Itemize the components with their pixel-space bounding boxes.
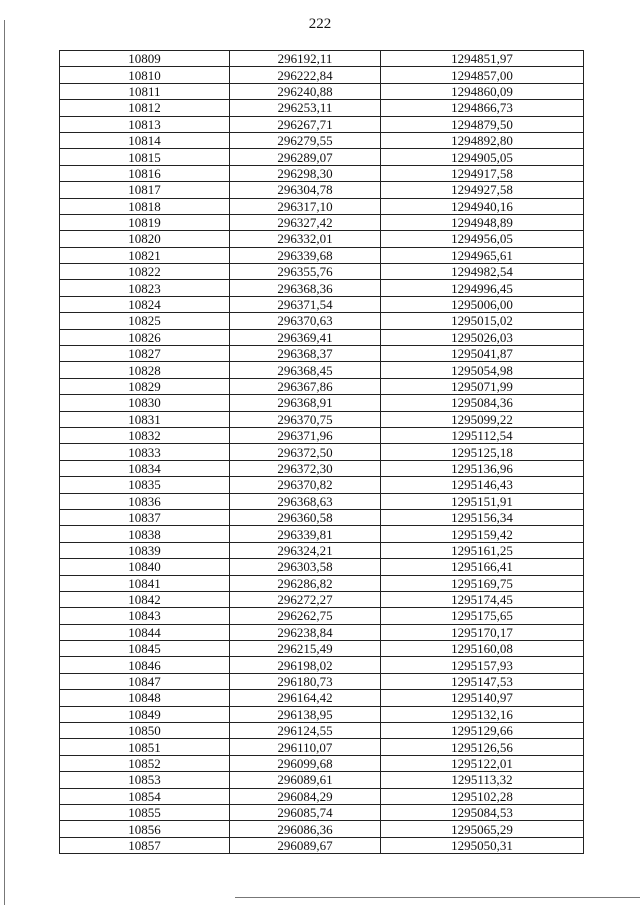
y-coordinate-cell: 1295126,56	[381, 739, 584, 755]
table-row	[60, 198, 584, 214]
table-row	[60, 214, 584, 230]
y-coordinate-cell: 1294866,73	[381, 100, 584, 116]
point-number-cell: 10817	[60, 182, 230, 198]
x-coordinate-cell: 296238,84	[230, 624, 381, 640]
point-number-cell: 10836	[60, 493, 230, 509]
point-number-cell: 10841	[60, 575, 230, 591]
x-coordinate-cell: 296327,42	[230, 214, 381, 230]
table-row	[60, 247, 584, 263]
table-row	[60, 755, 584, 771]
table-row	[60, 362, 584, 378]
table-row	[60, 509, 584, 525]
x-coordinate-cell: 296192,11	[230, 51, 381, 67]
point-number-cell: 10843	[60, 608, 230, 624]
point-number-cell: 10839	[60, 542, 230, 558]
point-number-cell: 10846	[60, 657, 230, 673]
x-coordinate-cell: 296368,91	[230, 395, 381, 411]
point-number-cell: 10812	[60, 100, 230, 116]
y-coordinate-cell: 1295160,08	[381, 641, 584, 657]
y-coordinate-cell: 1295161,25	[381, 542, 584, 558]
table-row	[60, 706, 584, 722]
y-coordinate-cell: 1295113,32	[381, 772, 584, 788]
table-row	[60, 641, 584, 657]
y-coordinate-cell: 1295132,16	[381, 706, 584, 722]
table-row	[60, 116, 584, 132]
table-row	[60, 739, 584, 755]
point-number-cell: 10815	[60, 149, 230, 165]
y-coordinate-cell: 1295166,41	[381, 559, 584, 575]
point-number-cell: 10838	[60, 526, 230, 542]
point-number-cell: 10844	[60, 624, 230, 640]
x-coordinate-cell: 296372,50	[230, 444, 381, 460]
x-coordinate-cell: 296372,30	[230, 460, 381, 476]
x-coordinate-cell: 296215,49	[230, 641, 381, 657]
y-coordinate-cell: 1295136,96	[381, 460, 584, 476]
y-coordinate-cell: 1295146,43	[381, 477, 584, 493]
x-coordinate-cell: 296164,42	[230, 690, 381, 706]
table-row	[60, 329, 584, 345]
table-row	[60, 67, 584, 83]
table-row	[60, 493, 584, 509]
table-row	[60, 526, 584, 542]
table-row	[60, 346, 584, 362]
x-coordinate-cell: 296124,55	[230, 723, 381, 739]
x-coordinate-cell: 296138,95	[230, 706, 381, 722]
point-number-cell: 10832	[60, 427, 230, 443]
y-coordinate-cell: 1294927,58	[381, 182, 584, 198]
y-coordinate-cell: 1295102,28	[381, 788, 584, 804]
y-coordinate-cell: 1295156,34	[381, 509, 584, 525]
x-coordinate-cell: 296370,63	[230, 313, 381, 329]
y-coordinate-cell: 1295170,17	[381, 624, 584, 640]
scan-bottom-edge	[235, 897, 640, 898]
table-row	[60, 231, 584, 247]
table-row	[60, 772, 584, 788]
x-coordinate-cell: 296085,74	[230, 804, 381, 820]
x-coordinate-cell: 296303,58	[230, 559, 381, 575]
x-coordinate-cell: 296089,67	[230, 837, 381, 853]
y-coordinate-cell: 1295015,02	[381, 313, 584, 329]
y-coordinate-cell: 1295112,54	[381, 427, 584, 443]
y-coordinate-cell: 1295122,01	[381, 755, 584, 771]
y-coordinate-cell: 1294905,05	[381, 149, 584, 165]
point-number-cell: 10827	[60, 346, 230, 362]
y-coordinate-cell: 1295084,36	[381, 395, 584, 411]
x-coordinate-cell: 296272,27	[230, 591, 381, 607]
table-row	[60, 100, 584, 116]
point-number-cell: 10847	[60, 673, 230, 689]
point-number-cell: 10848	[60, 690, 230, 706]
x-coordinate-cell: 296286,82	[230, 575, 381, 591]
coordinates-table	[59, 50, 584, 854]
table-row	[60, 411, 584, 427]
x-coordinate-cell: 296368,45	[230, 362, 381, 378]
x-coordinate-cell: 296368,36	[230, 280, 381, 296]
table-row	[60, 608, 584, 624]
y-coordinate-cell: 1294892,80	[381, 132, 584, 148]
y-coordinate-cell: 1294982,54	[381, 264, 584, 280]
point-number-cell: 10834	[60, 460, 230, 476]
x-coordinate-cell: 296371,54	[230, 296, 381, 312]
table-row	[60, 149, 584, 165]
table-row	[60, 673, 584, 689]
point-number-cell: 10818	[60, 198, 230, 214]
point-number-cell: 10842	[60, 591, 230, 607]
table-row	[60, 51, 584, 67]
x-coordinate-cell: 296304,78	[230, 182, 381, 198]
table-row	[60, 313, 584, 329]
x-coordinate-cell: 296371,96	[230, 427, 381, 443]
point-number-cell: 10824	[60, 296, 230, 312]
scan-left-edge	[4, 20, 5, 905]
y-coordinate-cell: 1295147,53	[381, 673, 584, 689]
x-coordinate-cell: 296099,68	[230, 755, 381, 771]
y-coordinate-cell: 1294996,45	[381, 280, 584, 296]
table-row	[60, 444, 584, 460]
table-row	[60, 182, 584, 198]
x-coordinate-cell: 296332,01	[230, 231, 381, 247]
point-number-cell: 10853	[60, 772, 230, 788]
point-number-cell: 10840	[60, 559, 230, 575]
x-coordinate-cell: 296367,86	[230, 378, 381, 394]
table-row	[60, 559, 584, 575]
y-coordinate-cell: 1295050,31	[381, 837, 584, 853]
x-coordinate-cell: 296360,58	[230, 509, 381, 525]
table-row	[60, 575, 584, 591]
x-coordinate-cell: 296240,88	[230, 83, 381, 99]
y-coordinate-cell: 1294851,97	[381, 51, 584, 67]
y-coordinate-cell: 1295054,98	[381, 362, 584, 378]
y-coordinate-cell: 1294965,61	[381, 247, 584, 263]
point-number-cell: 10823	[60, 280, 230, 296]
table-row	[60, 165, 584, 181]
y-coordinate-cell: 1294860,09	[381, 83, 584, 99]
table-row	[60, 657, 584, 673]
table-row	[60, 427, 584, 443]
x-coordinate-cell: 296339,81	[230, 526, 381, 542]
point-number-cell: 10845	[60, 641, 230, 657]
point-number-cell: 10828	[60, 362, 230, 378]
table-row	[60, 280, 584, 296]
y-coordinate-cell: 1295175,65	[381, 608, 584, 624]
table-row	[60, 395, 584, 411]
y-coordinate-cell: 1295041,87	[381, 346, 584, 362]
table-row	[60, 132, 584, 148]
y-coordinate-cell: 1295159,42	[381, 526, 584, 542]
x-coordinate-cell: 296198,02	[230, 657, 381, 673]
x-coordinate-cell: 296355,76	[230, 264, 381, 280]
y-coordinate-cell: 1295151,91	[381, 493, 584, 509]
y-coordinate-cell: 1294879,50	[381, 116, 584, 132]
y-coordinate-cell: 1295174,45	[381, 591, 584, 607]
x-coordinate-cell: 296370,82	[230, 477, 381, 493]
x-coordinate-cell: 296368,37	[230, 346, 381, 362]
y-coordinate-cell: 1295065,29	[381, 821, 584, 837]
y-coordinate-cell: 1295129,66	[381, 723, 584, 739]
y-coordinate-cell: 1294956,05	[381, 231, 584, 247]
table-row	[60, 837, 584, 853]
table-row	[60, 296, 584, 312]
point-number-cell: 10854	[60, 788, 230, 804]
table-row	[60, 264, 584, 280]
point-number-cell: 10835	[60, 477, 230, 493]
x-coordinate-cell: 296110,07	[230, 739, 381, 755]
x-coordinate-cell: 296368,63	[230, 493, 381, 509]
y-coordinate-cell: 1295099,22	[381, 411, 584, 427]
y-coordinate-cell: 1295026,03	[381, 329, 584, 345]
table-row	[60, 723, 584, 739]
coordinates-table-body	[60, 51, 584, 854]
table-row	[60, 821, 584, 837]
point-number-cell: 10826	[60, 329, 230, 345]
table-row	[60, 591, 584, 607]
point-number-cell: 10831	[60, 411, 230, 427]
point-number-cell: 10819	[60, 214, 230, 230]
x-coordinate-cell: 296086,36	[230, 821, 381, 837]
point-number-cell: 10822	[60, 264, 230, 280]
table-row	[60, 378, 584, 394]
point-number-cell: 10850	[60, 723, 230, 739]
point-number-cell: 10849	[60, 706, 230, 722]
x-coordinate-cell: 296289,07	[230, 149, 381, 165]
point-number-cell: 10829	[60, 378, 230, 394]
table-row	[60, 804, 584, 820]
point-number-cell: 10825	[60, 313, 230, 329]
point-number-cell: 10810	[60, 67, 230, 83]
table-row	[60, 460, 584, 476]
x-coordinate-cell: 296267,71	[230, 116, 381, 132]
point-number-cell: 10821	[60, 247, 230, 263]
table-row	[60, 477, 584, 493]
point-number-cell: 10856	[60, 821, 230, 837]
y-coordinate-cell: 1295084,53	[381, 804, 584, 820]
y-coordinate-cell: 1294857,00	[381, 67, 584, 83]
x-coordinate-cell: 296317,10	[230, 198, 381, 214]
point-number-cell: 10851	[60, 739, 230, 755]
point-number-cell: 10816	[60, 165, 230, 181]
point-number-cell: 10809	[60, 51, 230, 67]
point-number-cell: 10811	[60, 83, 230, 99]
point-number-cell: 10837	[60, 509, 230, 525]
x-coordinate-cell: 296298,30	[230, 165, 381, 181]
point-number-cell: 10813	[60, 116, 230, 132]
y-coordinate-cell: 1295169,75	[381, 575, 584, 591]
table-row	[60, 624, 584, 640]
y-coordinate-cell: 1295006,00	[381, 296, 584, 312]
point-number-cell: 10830	[60, 395, 230, 411]
x-coordinate-cell: 296369,41	[230, 329, 381, 345]
table-row	[60, 690, 584, 706]
y-coordinate-cell: 1294948,89	[381, 214, 584, 230]
y-coordinate-cell: 1295071,99	[381, 378, 584, 394]
y-coordinate-cell: 1295140,97	[381, 690, 584, 706]
y-coordinate-cell: 1294917,58	[381, 165, 584, 181]
y-coordinate-cell: 1295157,93	[381, 657, 584, 673]
point-number-cell: 10814	[60, 132, 230, 148]
point-number-cell: 10820	[60, 231, 230, 247]
x-coordinate-cell: 296222,84	[230, 67, 381, 83]
page-number: 222	[308, 16, 332, 32]
x-coordinate-cell: 296253,11	[230, 100, 381, 116]
y-coordinate-cell: 1295125,18	[381, 444, 584, 460]
x-coordinate-cell: 296180,73	[230, 673, 381, 689]
point-number-cell: 10855	[60, 804, 230, 820]
x-coordinate-cell: 296262,75	[230, 608, 381, 624]
x-coordinate-cell: 296084,29	[230, 788, 381, 804]
table-row	[60, 542, 584, 558]
point-number-cell: 10857	[60, 837, 230, 853]
x-coordinate-cell: 296324,21	[230, 542, 381, 558]
y-coordinate-cell: 1294940,16	[381, 198, 584, 214]
point-number-cell: 10833	[60, 444, 230, 460]
table-row	[60, 83, 584, 99]
table-row	[60, 788, 584, 804]
x-coordinate-cell: 296370,75	[230, 411, 381, 427]
x-coordinate-cell: 296089,61	[230, 772, 381, 788]
x-coordinate-cell: 296339,68	[230, 247, 381, 263]
x-coordinate-cell: 296279,55	[230, 132, 381, 148]
point-number-cell: 10852	[60, 755, 230, 771]
